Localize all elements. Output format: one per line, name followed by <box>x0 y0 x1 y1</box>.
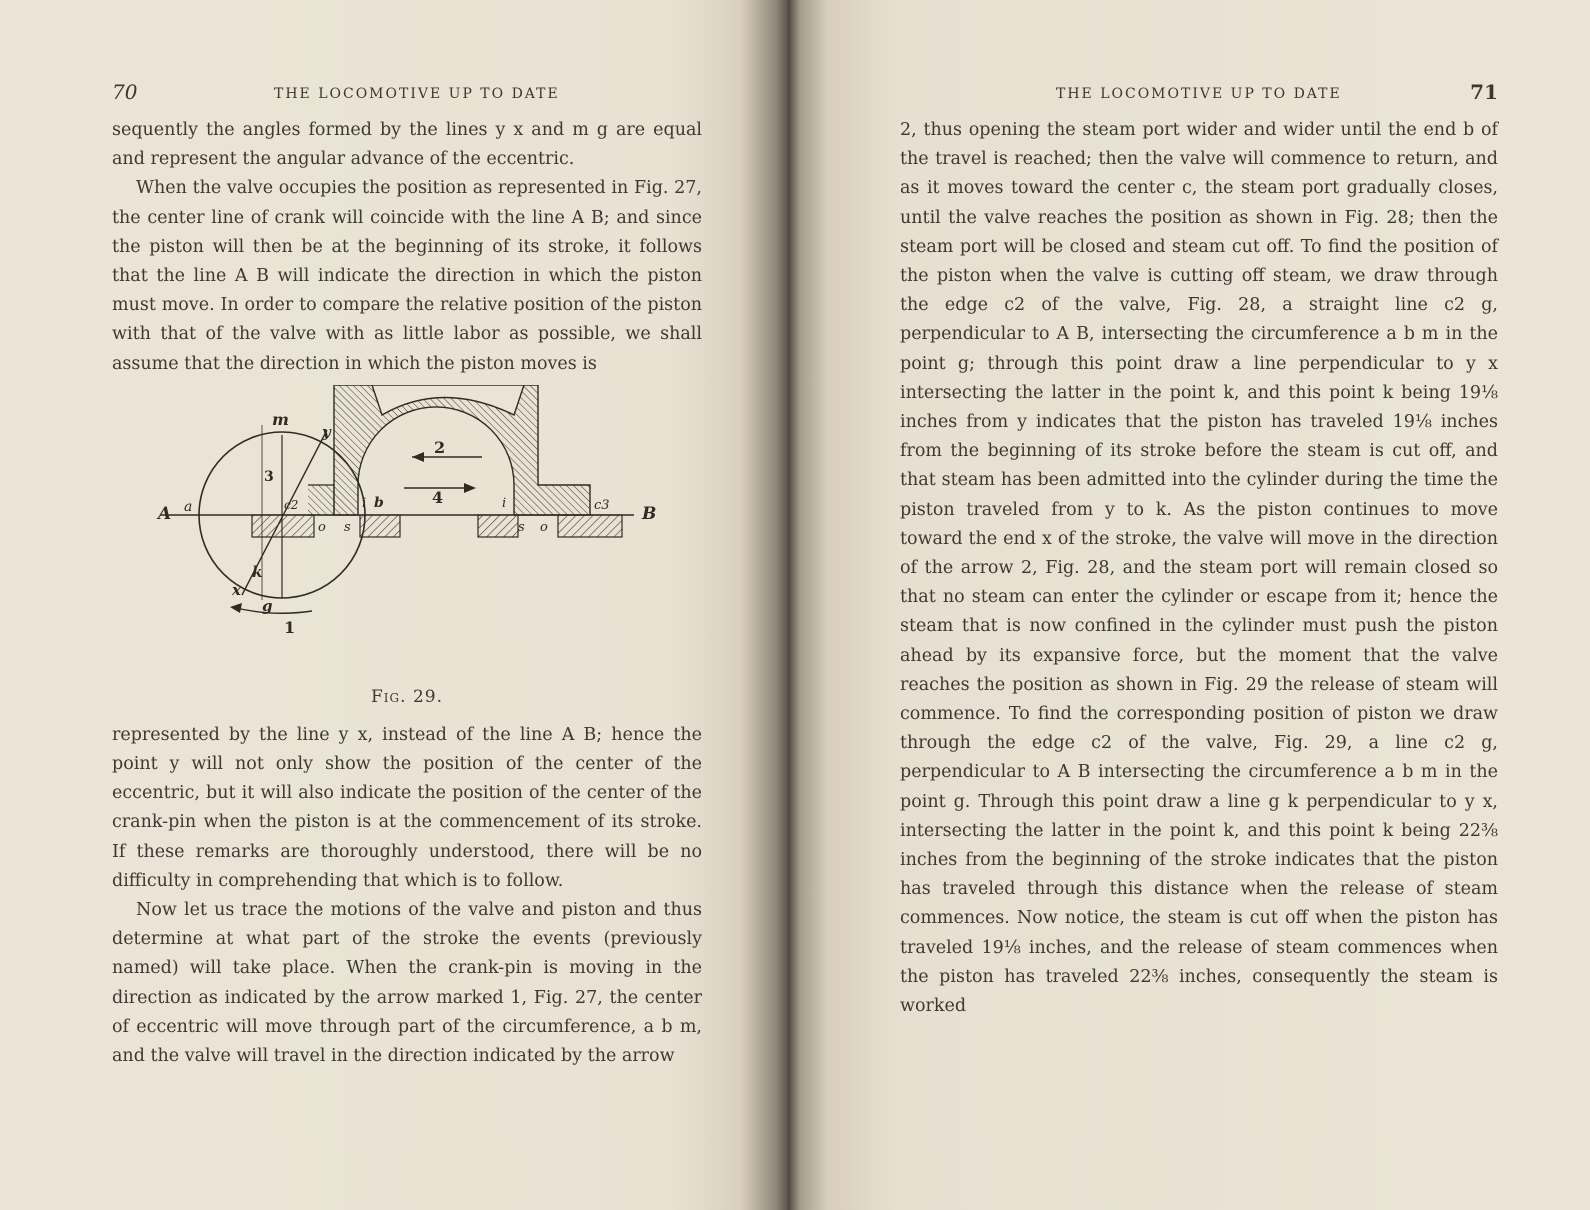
label-arrow-1: 1 <box>284 617 296 637</box>
label-o2: o <box>540 519 548 535</box>
left-paragraph-2: When the valve occupies the position as represented in Fig. 27, the center line of crank will coincide with the line A B; and since the piston will then be at the beginning of its stroke, it follows that the line A B will indicate the direction in which the piston must move. In order to compare the relative position of the piston with that of the valve with as little labor as possible, we shall assume that the direction in which the piston moves is <box>112 178 702 374</box>
left-page-number: 70 <box>112 80 138 104</box>
right-paragraph-1: 2, thus opening the steam port wider and wider until the end b of the travel is reached; then the valve will commence to return, and as it moves toward the center c, the steam port gradually closes, until the valve reaches the position as shown in Fig. 28; then the steam port will be closed and steam cut off. To find the position of the piston when the valve is cutting off steam, we draw through the edge c2 of the valve, Fig. 28, a straight line c2 g, perpendicular to A B, intersecting the circumference a b m in the point g; through this point draw a line perpendicular to y x intersecting the latter in the point k, and this point k being 19⅛ inches from y indicates that the piston has traveled 19⅛ inches from the beginning of its stroke before the steam is cut off, and that steam has been admitted into the cylinder during the time the piston traveled from y to k. As the piston continues to move toward the end x of the stroke, the valve will move in the direction of the arrow 2, Fig. 28, and the steam port will remain closed so that no steam can enter the cylinder or escape from it; hence the steam that is now confined in the cylinder must push the piston ahead by its expansive force, but the moment that the valve reaches the position as shown in Fig. 29 the release of steam will commence. To find the corresponding position of piston we draw through the edge c2 of the valve, Fig. 29, a line c2 g, perpendicular to A B intersecting the circumference a b m in the point g. Through this point draw a line g k perpendicular to y x, intersecting the latter in the point k, and this point k being 22⅜ inches from the beginning of the stroke indicates that the piston has traveled through this distance when the release of steam commences. Now notice, the steam is cut off when the piston has traveled 19⅛ inches, and the release of steam commences when the piston has traveled 22⅜ inches, consequently the steam is worked <box>900 120 1498 1017</box>
label-arrow-4: 4 <box>432 487 444 507</box>
label-m: m <box>272 409 289 429</box>
left-page <box>0 0 788 1210</box>
right-running-head <box>900 80 1498 116</box>
label-o1: o <box>318 519 326 535</box>
label-c3: c3 <box>594 497 610 513</box>
left-paragraph-3: represented by the line y x, instead of the line A B; hence the point y will not only show the position of the center of the eccentric, but it will also indicate the position of the center of the crank-pin when the piston is at the commencement of its stroke. If these remarks are thoroughly understood, there will be no difficulty in comprehending that which is to follow. <box>112 724 702 891</box>
valve-seat-left <box>252 515 314 537</box>
left-running-title: THE LOCOMOTIVE UP TO DATE <box>274 86 560 102</box>
valve-seat-right <box>558 515 622 537</box>
label-B: B <box>642 503 657 524</box>
label-arrow-2: 2 <box>434 437 446 457</box>
right-page <box>788 0 1590 1210</box>
label-3: 3 <box>264 468 274 485</box>
right-page-number: 71 <box>1470 80 1498 104</box>
valve-diagram-figure <box>112 385 702 685</box>
label-a: a <box>184 498 193 515</box>
label-i1: i <box>362 495 367 511</box>
valve-seat-mid2 <box>478 515 518 537</box>
label-i2: i <box>502 495 507 511</box>
label-c2: c2 <box>284 497 299 512</box>
valve-seat-mid <box>360 515 400 537</box>
label-s1: s <box>344 519 351 535</box>
label-x: x <box>232 580 241 599</box>
label-k: k <box>252 562 263 581</box>
label-y: y <box>322 422 331 441</box>
valve-body <box>334 385 590 515</box>
valve-diagram <box>112 385 702 685</box>
label-s2: s <box>518 519 525 535</box>
figure-caption: Fig. 29. <box>371 686 443 707</box>
left-paragraph-4: Now let us trace the motions of the valve and piston and thus determine at what part of the stroke the events (previously named) will take place. When the crank-pin is moving in the direction as indicated by the arrow marked 1, Fig. 27, the center of eccentric will move through part of the circumference, a b m, and the valve will travel in the direction indicated by the arrow <box>112 900 702 1067</box>
label-g: g <box>262 596 273 615</box>
left-paragraph-1: sequently the angles formed by the lines y x and m g are equal and represent the angular advance of the eccentric. <box>112 120 702 170</box>
label-A: A <box>158 503 172 524</box>
right-running-title: THE LOCOMOTIVE UP TO DATE <box>1056 86 1342 102</box>
label-b: b <box>374 494 384 511</box>
left-running-head <box>112 80 702 116</box>
